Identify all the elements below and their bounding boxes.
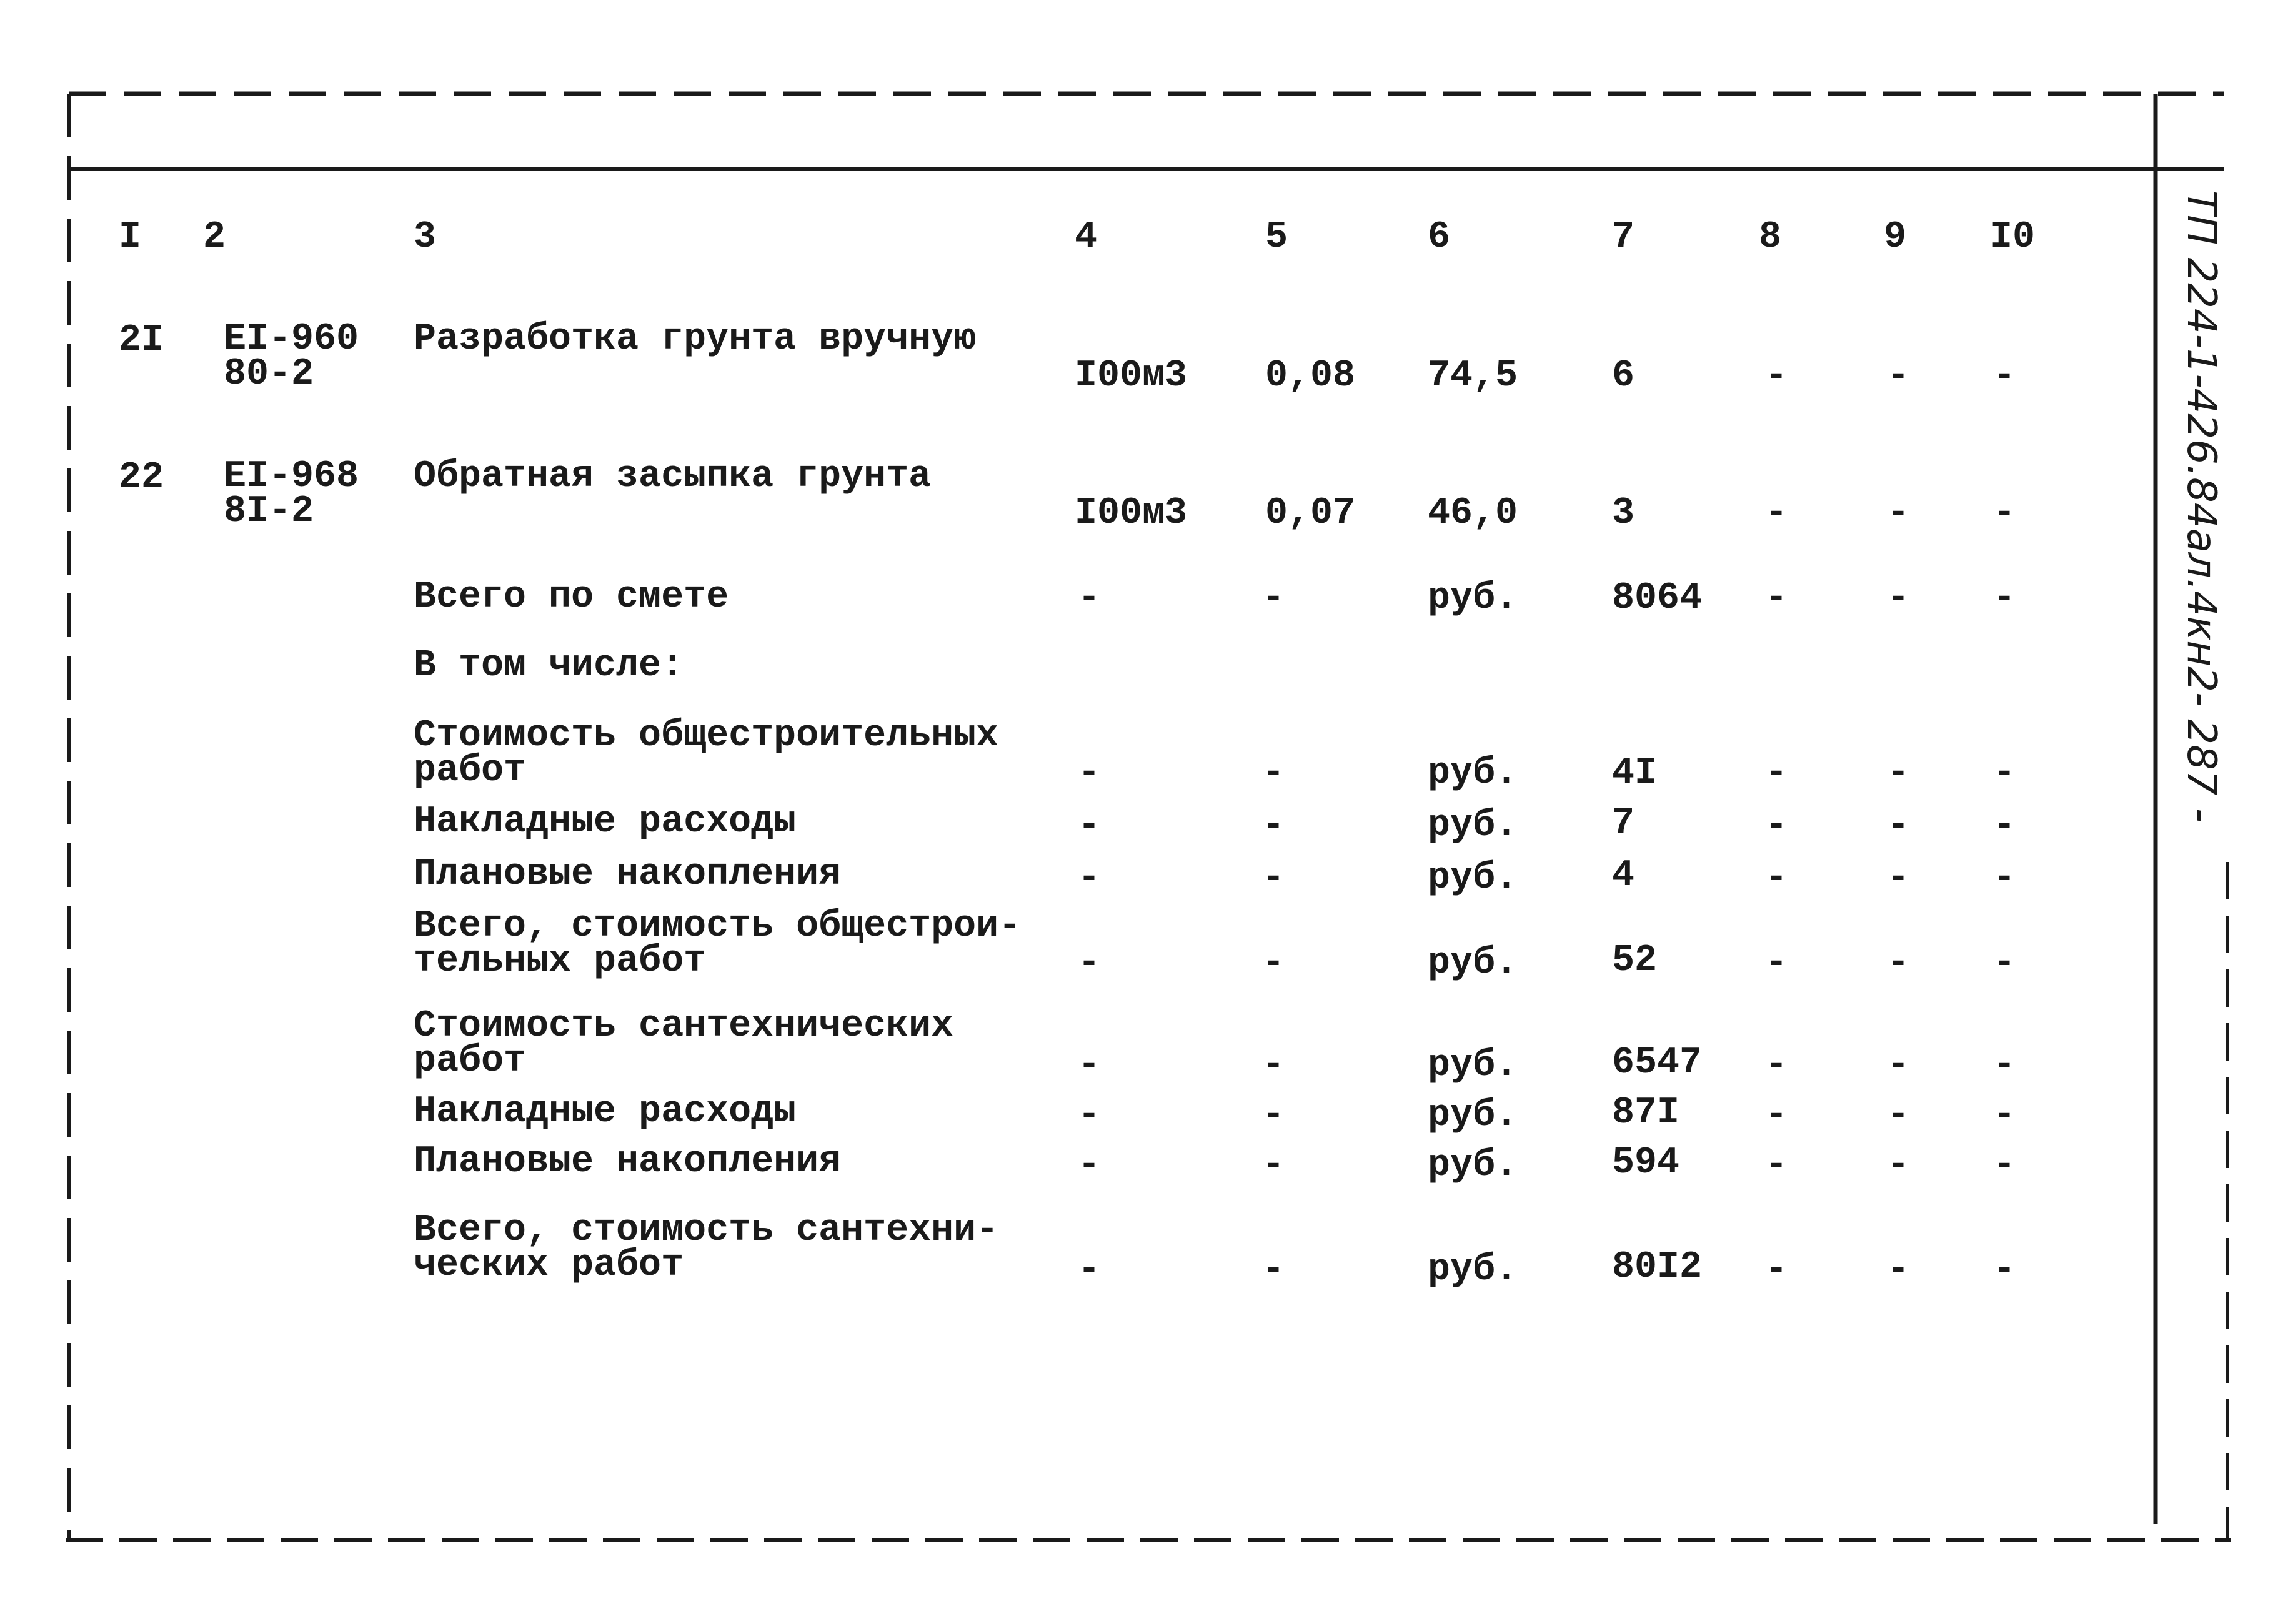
summary-total: 8064 <box>1612 577 1703 620</box>
row-col8: - <box>1765 355 1788 397</box>
summary-unit: - <box>1078 1044 1101 1087</box>
summary-col10: - <box>1993 1144 2016 1187</box>
summary-col9: - <box>1887 805 1910 847</box>
summary-unit: - <box>1078 577 1101 620</box>
row-number: 2I <box>119 319 164 362</box>
summary-description: Стоимость общестроительных работ <box>414 715 999 792</box>
col-header-4: 4 <box>1075 216 1098 259</box>
sheet-code-vertical: ТП 224-1-426.84ал.4кн2- 287 - <box>2178 191 2224 823</box>
row-total: 3 <box>1612 492 1635 535</box>
summary-price: руб. <box>1428 1094 1518 1137</box>
col-header-10: I0 <box>1990 216 2036 259</box>
summary-unit: - <box>1078 752 1101 795</box>
summary-col10: - <box>1993 1249 2016 1291</box>
row-unit: I00м3 <box>1075 355 1188 397</box>
summary-total: 594 <box>1612 1142 1680 1184</box>
summary-col8: - <box>1765 942 1788 984</box>
row-col9: - <box>1887 492 1910 535</box>
summary-quantity: - <box>1262 752 1285 795</box>
summary-total: 4 <box>1612 854 1635 897</box>
summary-total: 6547 <box>1612 1042 1703 1084</box>
row-total: 6 <box>1612 355 1635 397</box>
summary-col10: - <box>1993 857 2016 899</box>
summary-col9: - <box>1887 1044 1910 1087</box>
summary-price: руб. <box>1428 1249 1518 1291</box>
row-quantity: 0,08 <box>1265 355 1356 397</box>
summary-unit: - <box>1078 942 1101 984</box>
summary-description: Накладные расходы <box>414 801 797 843</box>
summary-price: руб. <box>1428 752 1518 795</box>
summary-quantity: - <box>1262 1144 1285 1187</box>
summary-quantity: - <box>1262 942 1285 984</box>
row-number: 22 <box>119 457 164 499</box>
summary-col9: - <box>1887 1094 1910 1137</box>
row-description: Разработка грунта вручную <box>414 318 977 360</box>
summary-unit: - <box>1078 1249 1101 1291</box>
row-col8: - <box>1765 492 1788 535</box>
summary-price: руб. <box>1428 1044 1518 1087</box>
summary-col9: - <box>1887 752 1910 795</box>
summary-description: Стоимость сантехнических работ <box>414 1005 954 1082</box>
summary-description: Плановые накопления <box>414 853 842 896</box>
summary-quantity: - <box>1262 577 1285 620</box>
summary-description: В том числе: <box>414 645 684 687</box>
summary-col9: - <box>1887 1144 1910 1187</box>
row-code: EI-960 80-2 <box>224 318 359 395</box>
row-code: EI-968 8I-2 <box>224 455 359 533</box>
col-header-9: 9 <box>1884 216 1907 259</box>
summary-col9: - <box>1887 857 1910 899</box>
col-header-1: I <box>119 216 142 259</box>
row-price: 46,0 <box>1428 492 1518 535</box>
summary-col8: - <box>1765 1044 1788 1087</box>
row-description: Обратная засыпка грунта <box>414 455 932 498</box>
row-col10: - <box>1993 355 2016 397</box>
summary-col10: - <box>1993 1094 2016 1137</box>
summary-total: 87I <box>1612 1092 1680 1134</box>
row-col9: - <box>1887 355 1910 397</box>
summary-col10: - <box>1993 805 2016 847</box>
summary-col8: - <box>1765 857 1788 899</box>
summary-col8: - <box>1765 752 1788 795</box>
summary-description: Накладные расходы <box>414 1091 797 1133</box>
summary-total: 7 <box>1612 802 1635 844</box>
summary-col8: - <box>1765 1094 1788 1137</box>
summary-col8: - <box>1765 1249 1788 1291</box>
summary-price: руб. <box>1428 942 1518 984</box>
summary-quantity: - <box>1262 1094 1285 1137</box>
summary-description: Всего, стоимость сантехни- ческих работ <box>414 1209 999 1287</box>
summary-col10: - <box>1993 942 2016 984</box>
col-header-3: 3 <box>414 216 437 259</box>
col-header-5: 5 <box>1265 216 1288 259</box>
summary-col8: - <box>1765 805 1788 847</box>
summary-description: Всего по смете <box>414 576 729 618</box>
row-price: 74,5 <box>1428 355 1518 397</box>
summary-description: Всего, стоимость общестрои- тельных работ <box>414 905 1022 983</box>
summary-total: 52 <box>1612 939 1658 982</box>
summary-unit: - <box>1078 857 1101 899</box>
summary-col10: - <box>1993 1044 2016 1087</box>
summary-price: руб. <box>1428 1144 1518 1187</box>
summary-unit: - <box>1078 1144 1101 1187</box>
col-header-2: 2 <box>203 216 226 259</box>
summary-price: руб. <box>1428 857 1518 899</box>
summary-total: 80I2 <box>1612 1246 1703 1289</box>
row-quantity: 0,07 <box>1265 492 1356 535</box>
summary-col9: - <box>1887 942 1910 984</box>
col-header-8: 8 <box>1759 216 1782 259</box>
summary-col9: - <box>1887 577 1910 620</box>
summary-unit: - <box>1078 1094 1101 1137</box>
col-header-7: 7 <box>1612 216 1635 259</box>
summary-col8: - <box>1765 577 1788 620</box>
summary-col10: - <box>1993 752 2016 795</box>
summary-price: руб. <box>1428 577 1518 620</box>
summary-quantity: - <box>1262 1249 1285 1291</box>
summary-price: руб. <box>1428 805 1518 847</box>
summary-col8: - <box>1765 1144 1788 1187</box>
row-col10: - <box>1993 492 2016 535</box>
summary-description: Плановые накопления <box>414 1141 842 1183</box>
row-unit: I00м3 <box>1075 492 1188 535</box>
summary-unit: - <box>1078 805 1101 847</box>
summary-quantity: - <box>1262 857 1285 899</box>
summary-quantity: - <box>1262 805 1285 847</box>
summary-col10: - <box>1993 577 2016 620</box>
summary-col9: - <box>1887 1249 1910 1291</box>
summary-quantity: - <box>1262 1044 1285 1087</box>
col-header-6: 6 <box>1428 216 1451 259</box>
summary-total: 4I <box>1612 752 1658 795</box>
